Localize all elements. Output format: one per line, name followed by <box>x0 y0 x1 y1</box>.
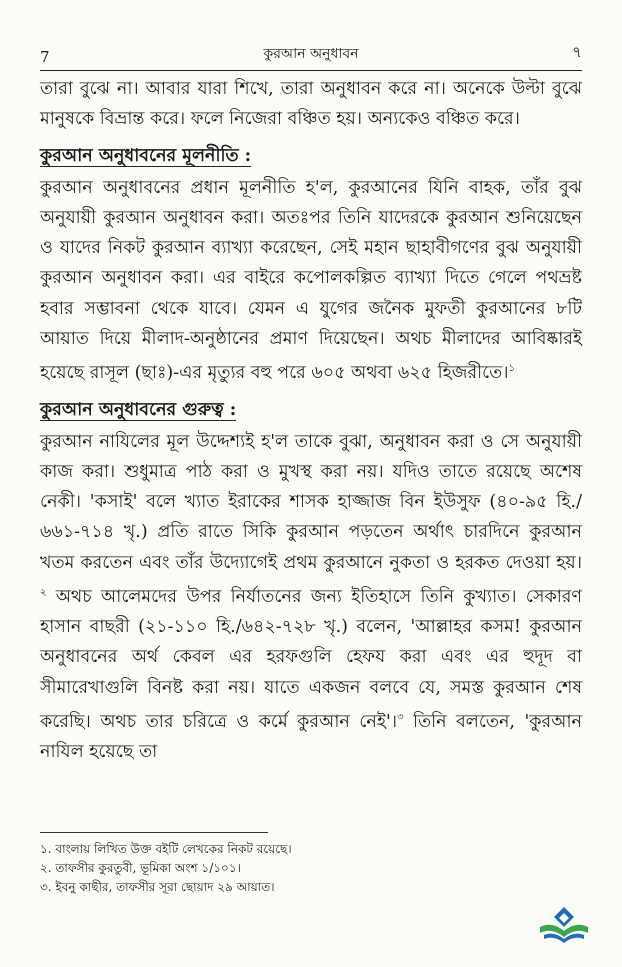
running-header <box>40 44 582 68</box>
footnote-ref-2: ২ <box>40 586 47 598</box>
page-body <box>40 74 582 767</box>
importance-paragraph: কুরআন নাযিলের মূল উদ্দেশ্যই হ'ল তাকে বুঝা, অনুধাবন করা ও সে অনুযায়ী কাজ করা। শুধুমাত্র পাঠ করা ও মুখস্থ করা নয়। যদিও তাতে রয়েছে অশেষ নেকী। 'কসাই' বলে খ্যাত ইরাকের শাসক হাজ্জাজ বিন ইউসুফ (৪০-৯৫ হি./৬৬১-৭১৪ খৃ.) প্রতি রাতে সিকি কুরআন পড়তেন অর্থাৎ চারদিনে কুরআন খতম করতেন এবং তাঁর উদ্যোগেই প্রথম কুরআনে নুকতা ও হরকত দেওয়া হয়।$^২$ অথচ আলেমদের উপর নির্যাতনের জন্য ইতিহাসে তিনি কুখ্যাত। সেকারণ হাসান বাছরী (২১-১১০ হি./৬৪২-৭২৮ খৃ.) বলেন, 'আল্লাহর কসম! কুরআন অনুধাবনের অর্থ কেবল এর হরফগুলি হেফয করা এবং এর হুদূদ বা সীমারেখাগুলি বিনষ্ট করা নয়। যাতে একজন বলবে যে, সমস্ত কুরআন শেষ করেছি। অথচ তার চরিত্রে ও কর্মে কুরআন নেই'।$^৩$ তিনি বলতেন, 'কুরআন নাযিল হয়েছে তা <box>40 431 582 763</box>
footnote-3: ৩. ইবনু কাছীর, তাফসীর সূরা ছোয়াদ ২৯ আয়াত। <box>40 880 275 894</box>
intro-paragraph: তারা বুঝে না। আবার যারা শিখে, তারা অনুধাবন করে না। অনেকে উল্টা বুঝে মানুষকে বিভ্রান্ত করে। ফলে নিজেরা বঞ্চিত হয়। অন্যকেও বঞ্চিত করে। <box>40 79 582 130</box>
footnotes <box>40 840 582 897</box>
section-heading-importance: কুরআন অনুধাবনের গুরুত্ব : <box>40 399 237 420</box>
principles-paragraph: কুরআন অনুধাবনের প্রধান মূলনীতি হ'ল, কুরআনের যিনি বাহক, তাঁর বুঝ অনুযায়ী কুরআন অনুধাবন করা। অতঃপর তিনি যাদেরকে কুরআন শুনিয়েছেন ও যাদের নিকট কুরআন ব্যাখ্যা করেছেন, সেই মহান ছাহাবীগণের বুঝ অনুযায়ী কুরআন অনুধাবন করা। এর বাইরে কপোলকল্পিত ব্যাখ্যা দিতে গেলে পথভ্রষ্ট হবার সম্ভাবনা থেকে যাবে। যেমন এ যুগের জনৈক মুফতী কুরআনের ৮টি আয়াত দিয়ে মীলাদ-অনুষ্ঠানের প্রমাণ দিয়েছেন। অথচ মীলাদের আবিষ্কারই হয়েছে রাসূল (ছাঃ)-এর মৃত্যুর বহু পরে ৬০৫ অথবা ৬২৫ হিজরীতে।$^১$ <box>40 177 582 384</box>
section-heading-principles: কুরআন অনুধাবনের মূলনীতি : <box>40 145 252 166</box>
footnote-rule <box>40 832 268 833</box>
footnote-2: ২. তাফসীর কুরতুবী, ভূমিকা অংশ ১/১০১। <box>40 861 241 875</box>
footnote-1: ১. বাংলায় লিখিত উক্ত বইটি লেখকের নিকট রয়েছে। <box>40 842 292 856</box>
footnote-ref-3: ৩ <box>397 712 404 723</box>
header-rule <box>40 70 582 71</box>
open-book-logo-icon <box>536 905 592 949</box>
running-title: কুরআন অনুধাবন <box>263 46 359 62</box>
page-number-left: 7 <box>40 48 50 66</box>
footnote-ref-1: ১ <box>508 363 515 375</box>
page-number-right: ৭ <box>572 43 582 61</box>
